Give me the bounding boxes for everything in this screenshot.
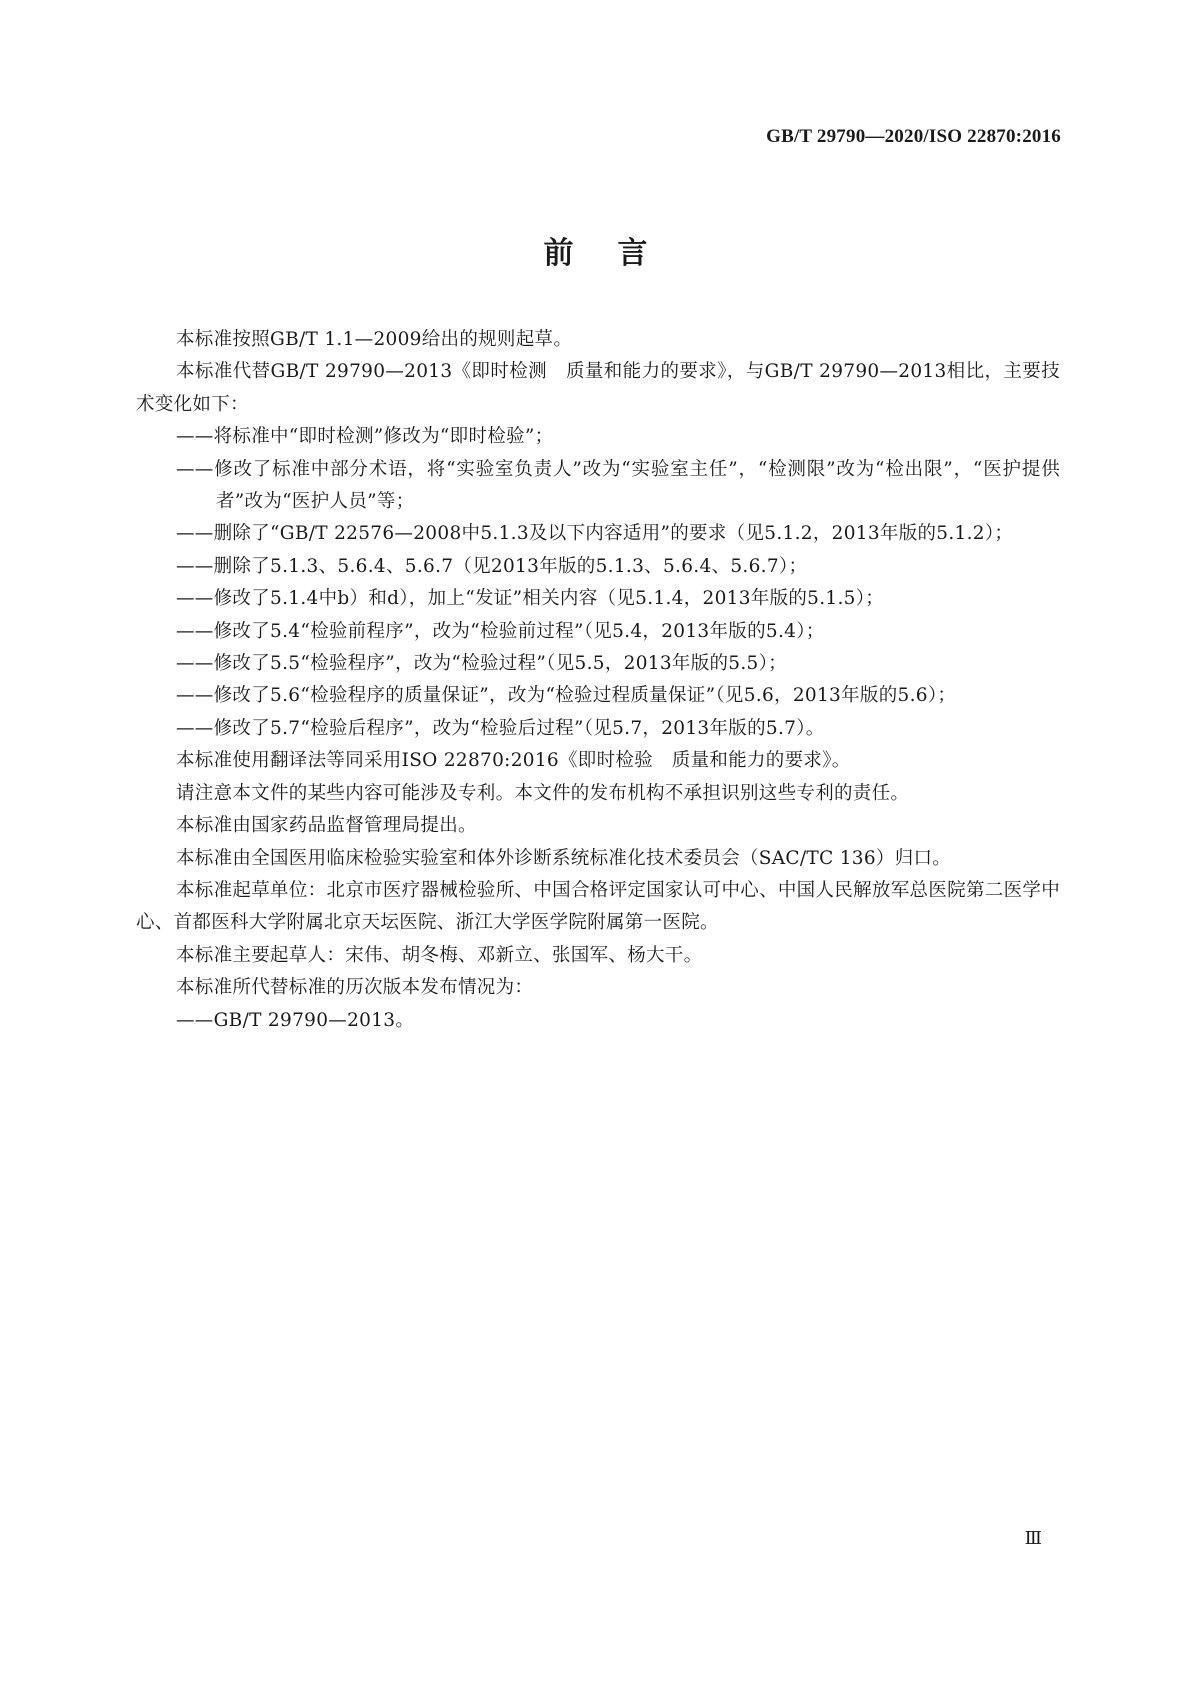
paragraph-drafting-rules: 本标准按照GB/T 1.1—2009给出的规则起草。 (176, 329, 573, 350)
page-title: 前言 (543, 236, 692, 271)
change-item: ——修改了5.4“检验前程序”，改为“检验前过程”（见5.4，2013年版的5.4）； (176, 620, 825, 642)
paragraph-committee: 本标准由全国医用临床检验实验室和体外诊断系统标准化技术委员会（SAC/TC 136）归口。 (176, 847, 952, 869)
history-item: ——GB/T 29790—2013。 (176, 1009, 415, 1031)
paragraph-history-intro: 本标准所代替标准的历次版本发布情况为： (176, 977, 534, 999)
paragraph-drafters: 本标准主要起草人：宋伟、胡冬梅、邓新立、张国军、杨大干。 (176, 944, 703, 966)
change-item: ——修改了标准中部分术语，将“实验室负责人”改为“实验室主任”，“检测限”改为“检出限”，“医护提供者”改为“医护人员”等； (176, 458, 1060, 513)
change-item: ——修改了5.1.4中b）和d），加上“发证”相关内容（见5.1.4，2013年版的5.1.5）； (176, 588, 885, 610)
change-item: ——删除了5.1.3、5.6.4、5.6.7（见2013年版的5.1.3、5.6.4、5.6.7）； (176, 555, 808, 577)
paragraph-translation: 本标准使用翻译法等同采用ISO 22870:2016《即时检验 质量和能力的要求》。 (176, 750, 851, 772)
change-item: ——修改了5.7“检验后程序”，改为“检验后过程”（见5.7，2013年版的5.7）。 (176, 717, 825, 739)
foreword-body (136, 324, 1060, 1037)
standard-code: GB/T 29790—2020/ISO 22870:2016 (766, 126, 1061, 147)
paragraph-drafting-units: 本标准起草单位：北京市医疗器械检验所、中国合格评定国家认可中心、中国人民解放军总医院第二医学中心、首都医科大学附属北京天坛医院、浙江大学医学院附属第一医院。 (136, 879, 1060, 934)
page-number: Ⅲ (1024, 1528, 1043, 1548)
paragraph-proposer: 本标准由国家药品监督管理局提出。 (176, 815, 477, 837)
change-item: ——将标准中“即时检测”修改为“即时检验”； (176, 426, 554, 448)
change-item: ——修改了5.6“检验程序的质量保证”，改为“检验过程质量保证”（见5.6，2013年版的5.6）； (176, 685, 957, 707)
change-item: ——修改了5.5“检验程序”，改为“检验过程”（见5.5，2013年版的5.5）； (176, 653, 787, 675)
change-item: ——删除了“GB/T 22576—2008中5.1.3及以下内容适用”的要求（见5.1.2，2013年版的5.1.2）； (176, 523, 1014, 545)
paragraph-patent-notice: 请注意本文件的某些内容可能涉及专利。本文件的发布机构不承担识别这些专利的责任。 (176, 782, 910, 804)
paragraph-replacement: 本标准代替GB/T 29790—2013《即时检测 质量和能力的要求》，与GB/T 29790—2013相比，主要技术变化如下： (136, 361, 1060, 415)
